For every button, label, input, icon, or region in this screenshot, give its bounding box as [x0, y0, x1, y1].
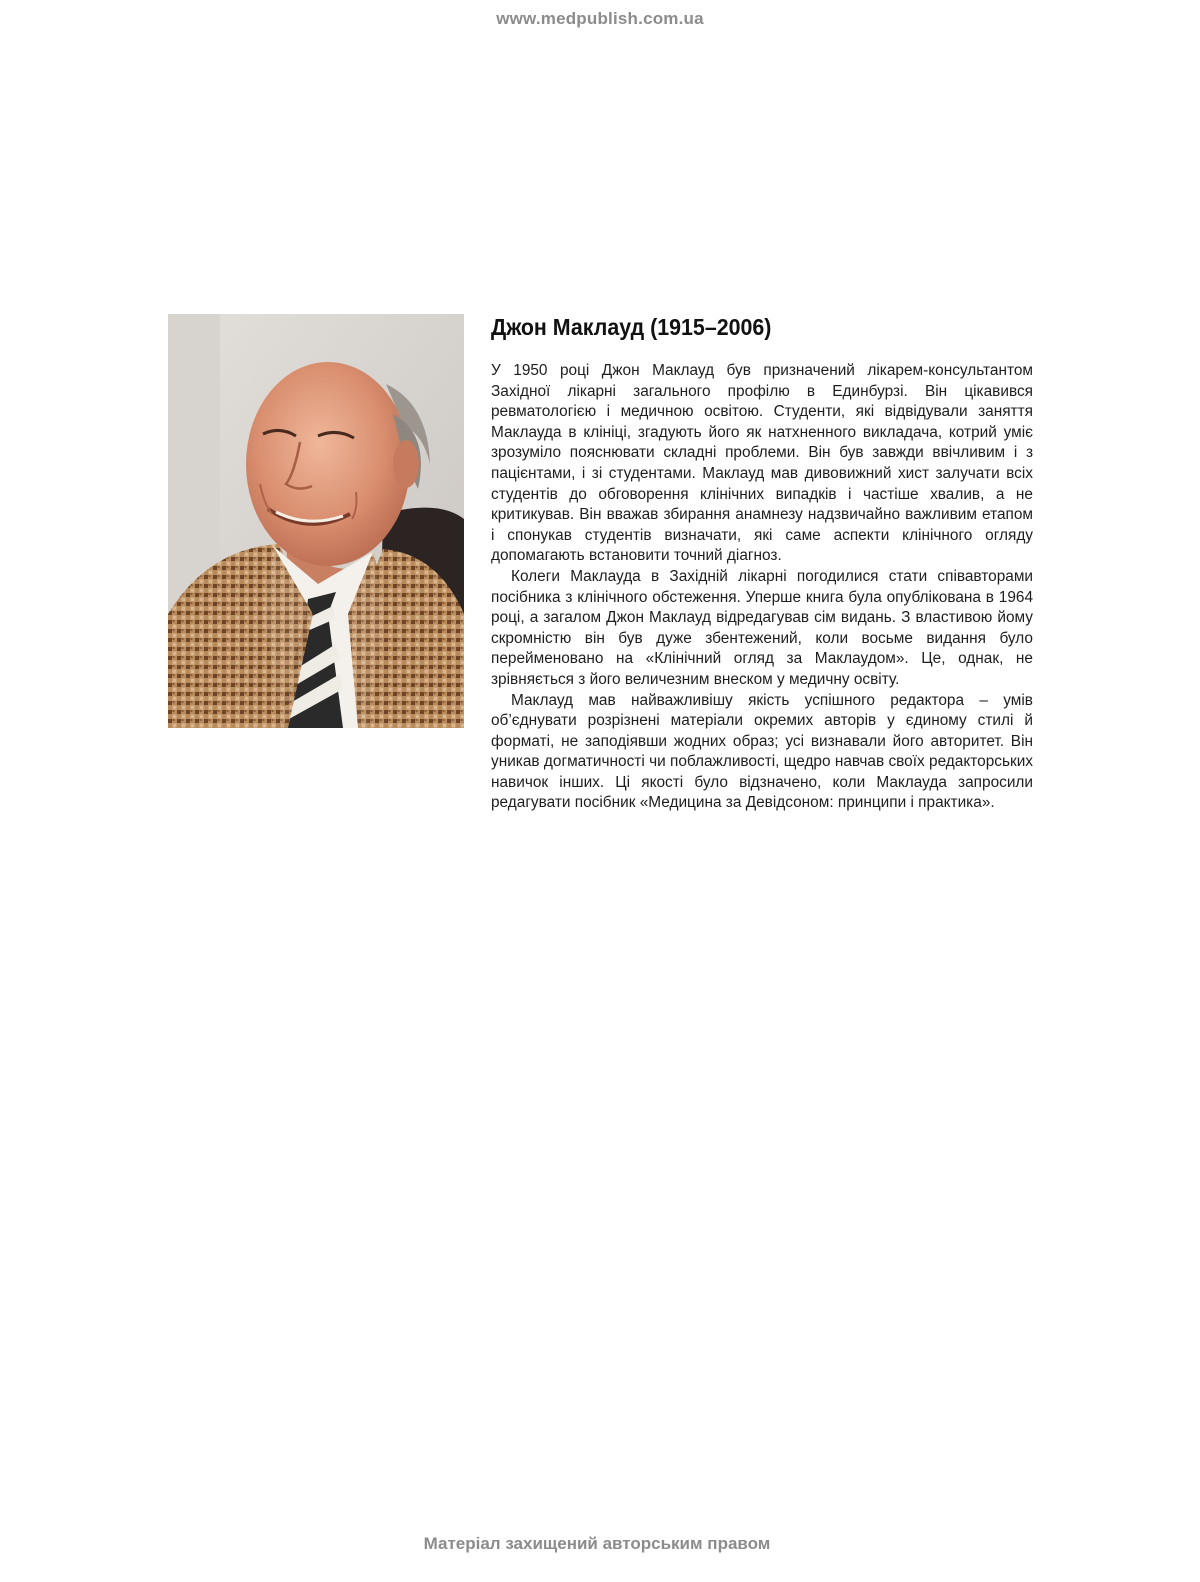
copyright-notice: Матеріал захищений авторським правом	[423, 1534, 771, 1553]
portrait-photo	[168, 314, 464, 728]
site-url-header: www.medpublish.com.ua	[496, 9, 704, 28]
article-title: Джон Маклауд (1915–2006)	[491, 314, 772, 340]
article-paragraph: Маклауд мав найважливішу якість успішного редактора – умів об’єднувати розрізнені матеріали окремих авторів у єдиному стилі й форматі, не заподіявши жодних образ; усі визнавали його авторитет. Він уникав догматичності чи поблажливості, щедро навчав своїх редакторських навичок інших. Ці якості було відзначено, коли Маклауда запросили редагувати посібник «Медицина за Девідсоном: принципи і практика».	[491, 691, 1033, 812]
article-paragraph: У 1950 році Джон Маклауд був призначений лікарем-консультантом Західної лікарні загального профілю в Единбурзі. Він цікавився ревматологією і медичною освітою. Студенти, які відвідували заняття Маклауда в клініці, згадують його як натхненного викладача, котрий уміє зрозуміло пояснювати складні проблеми. Він був завжди ввічливим і з пацієнтами, і зі студентами. Маклауд мав дивовижний хист залучати всіх студентів до обговорення клінічних випадків і частіше хвалив, а не критикував. Він вважав збирання анамнезу надзвичайно важливим етапом і спонукав студентів визначати, які саме аспекти клінічного огляду допомагають встановити точний діагноз.	[491, 362, 1033, 565]
article-body	[491, 361, 1033, 814]
biography-article	[491, 312, 1033, 814]
article-paragraph: Колеги Маклауда в Західній лікарні погодилися стати співавторами посібника з клінічного обстеження. Уперше книга була опублікована в 1964 році, а загалом Джон Маклауд відредагував сім видань. З властивою йому скромністю він був дуже збентежений, коли восьме видання було перейменовано на «Клінічний огляд за Маклаудом». Це, однак, не зрівняється з його величезним внеском у медичну освіту.	[491, 567, 1033, 688]
